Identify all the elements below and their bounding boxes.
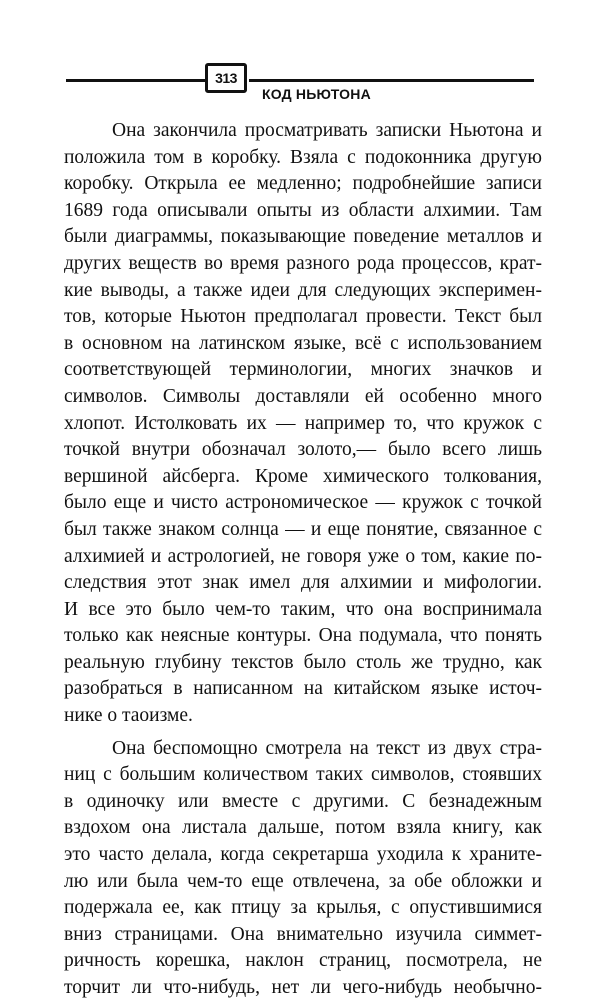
header-rule-right	[249, 79, 534, 82]
text-line: И все это было чем-то таким, что она воспринимала	[64, 598, 542, 620]
text-line: торчит ли что-нибудь, нет ли чего-нибудь необычно-	[64, 977, 542, 998]
running-header	[0, 0, 600, 110]
text-line: хлопот. Истолковать их — например то, что кружок с	[64, 412, 542, 434]
paragraph	[64, 118, 542, 730]
running-title: КОД НЬЮТОНА	[262, 86, 371, 102]
text-line: лю или была чем-то еще отвлечена, за обе обложки и	[64, 870, 542, 892]
paragraph	[64, 736, 542, 1002]
text-line: ниц с большим количеством таких символов, стоявших	[64, 764, 542, 786]
text-line: точкой внутри обозначал золото,— было всего лишь	[64, 439, 542, 461]
text-line: в одиночку или вместе с другими. С безнадежным	[64, 790, 542, 812]
text-line: это часто делала, когда секретарша уходила к храните-	[64, 844, 542, 866]
text-line: вздохом она листала дальше, потом взяла книгу, как	[64, 817, 542, 839]
text-line: коробку. Открыла ее медленно; подробнейшие записи	[64, 173, 542, 195]
text-line: положила том в коробку. Взяла с подоконника другую	[64, 146, 542, 168]
text-line: кие выводы, а также идеи для следующих эксперимен-	[64, 279, 542, 301]
text-line: 1689 года описывали опыты из области алхимии. Там	[64, 199, 542, 221]
text-line: других веществ во время разного рода процессов, крат-	[64, 252, 542, 274]
text-line: ричность корешка, наклон страниц, посмотрела, не	[64, 950, 542, 972]
page-number: 313	[215, 70, 237, 86]
text-line: следствия этот знак имел для алхимии и мифологии.	[64, 572, 542, 594]
text-line: вершиной айсберга. Кроме химического толкования,	[64, 465, 542, 487]
text-line: Она закончила просматривать записки Ньютона и	[112, 120, 542, 141]
text-line: символов. Символы доставляли ей особенно много	[64, 385, 542, 407]
text-line: подержала ее, как птицу за крылья, с опустившимися	[64, 897, 542, 919]
text-line: разобраться в написанном на китайском языке источ-	[64, 678, 542, 700]
page-number-box	[205, 63, 247, 93]
text-line: в основном на латинском языке, всё с использованием	[64, 332, 542, 354]
header-rule-left	[66, 79, 205, 82]
text-line: вниз страницами. Она внимательно изучила симмет-	[64, 923, 542, 945]
text-line: были диаграммы, показывающие поведение металлов и	[64, 226, 542, 248]
text-line: тов, которые Ньютон предполагал провести. Текст был	[64, 306, 542, 328]
text-line: нике о таоизме.	[64, 705, 193, 727]
text-line: реальную глубину текстов было столь же трудно, как	[64, 651, 542, 673]
text-line: только как неясные контуры. Она подумала, что понять	[64, 625, 542, 647]
text-line: был также знаком солнца — и еще понятие, связанное с	[64, 518, 542, 540]
text-line: соответствующей терминологии, многих значков и	[64, 359, 542, 381]
text-line: Она беспомощно смотрела на текст из двух стра-	[112, 737, 542, 759]
text-line: алхимией и астрологией, не говоря уже о том, какие по-	[64, 545, 542, 567]
body-text	[64, 118, 542, 1002]
text-line: было еще и чисто астрономическое — кружок с точкой	[64, 492, 542, 514]
